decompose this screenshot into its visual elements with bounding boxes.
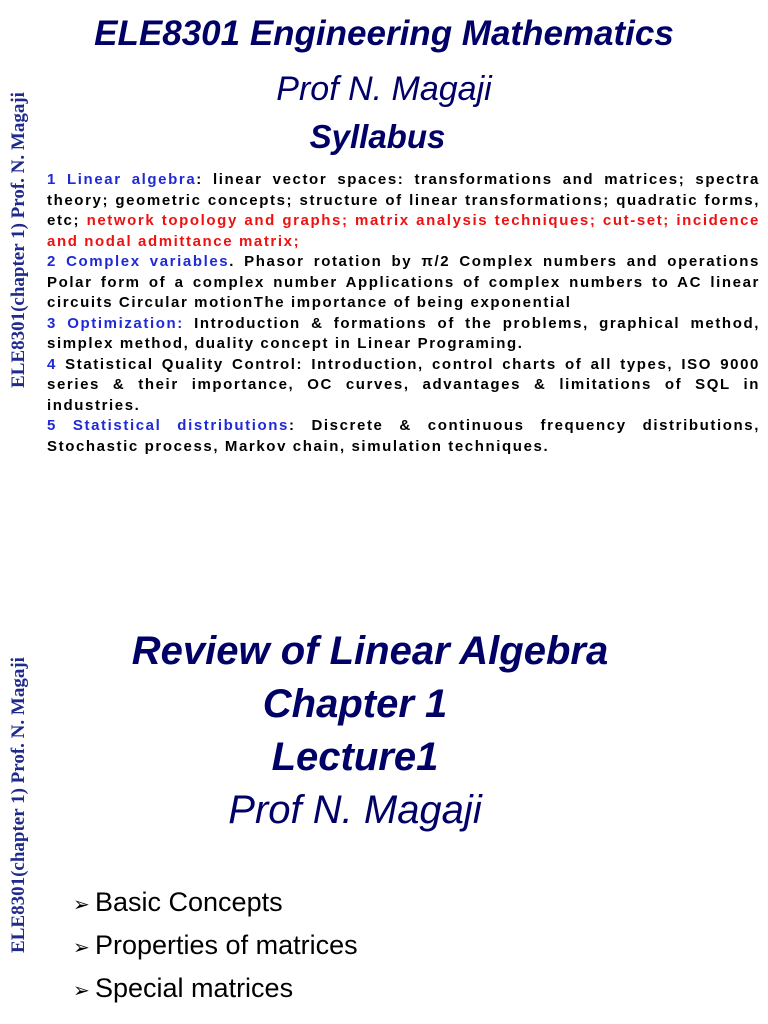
syllabus-item-5 xyxy=(47,416,760,457)
lecture-slide xyxy=(0,585,768,1024)
bullet-item: ➢ Basic Concepts xyxy=(73,887,283,917)
syllabus-body xyxy=(47,170,760,457)
syllabus-heading: Syllabus xyxy=(309,118,446,155)
item-text: . Phasor rotation by π/2 Complex numbers and operations Polar form of a complex number Applications of complex numbers to AC linear circuits Circular motionThe importance of being exponential xyxy=(47,253,760,311)
syllabus-item-3 xyxy=(47,314,760,355)
author-name: Prof N. Magaji xyxy=(228,788,482,832)
item-topic: Linear algebra xyxy=(67,171,197,188)
item-text: Statistical Quality Control: Introduction, control charts of all types, ISO 9000 series & their importance, OC curves, advantages & limitations of SQL in industries. xyxy=(47,355,760,414)
item-number: 4 xyxy=(47,355,57,373)
arrow-bullet-icon: ➢ xyxy=(73,980,90,1002)
item-number: 5 xyxy=(47,417,57,434)
lecture-title: Review of Linear Algebra xyxy=(131,629,609,673)
item-text: Introduction & formations of the problems, graphical method, simplex method, duality concept in Linear Programing. xyxy=(47,314,760,352)
side-label-text: ELE8301(chapter 1) Prof. N. Magaji xyxy=(8,656,29,953)
lecture-number: Lecture1 xyxy=(271,735,439,779)
item-topic: Complex variables xyxy=(66,253,230,270)
item-topic: Optimization: xyxy=(67,314,184,332)
item-text: : Discrete & continuous frequency distributions, Stochastic process, Markov chain, simulation techniques. xyxy=(47,417,760,455)
syllabus-item-1 xyxy=(47,170,760,252)
item-number: 2 xyxy=(47,253,57,270)
item-topic: Statistical distributions xyxy=(72,417,289,434)
syllabus-item-4 xyxy=(47,355,760,417)
item-number: 3 xyxy=(47,314,57,332)
item-text: : linear vector spaces: transformations and matrices; spectra theory; geometric concepts; structure of linear transformations; quadratic forms, etc; xyxy=(47,171,760,229)
syllabus-item-2 xyxy=(47,252,760,314)
chapter-label: Chapter 1 xyxy=(262,682,448,726)
arrow-bullet-icon: ➢ xyxy=(73,937,90,959)
course-title: ELE8301 Engineering Mathematics xyxy=(94,14,674,53)
item-highlight: network topology and graphs; matrix analysis techniques; cut-set; incidence and nodal admittance matrix; xyxy=(47,212,760,250)
bullet-item: ➢ Properties of matrices xyxy=(73,930,358,960)
author-name: Prof N. Magaji xyxy=(276,70,492,108)
item-number: 1 xyxy=(47,171,57,188)
side-label-text: ELE8301(chapter 1) Prof. N. Magaji xyxy=(8,92,29,388)
arrow-bullet-icon: ➢ xyxy=(73,894,90,916)
bullet-item: ➢ Special matrices xyxy=(73,973,294,1003)
